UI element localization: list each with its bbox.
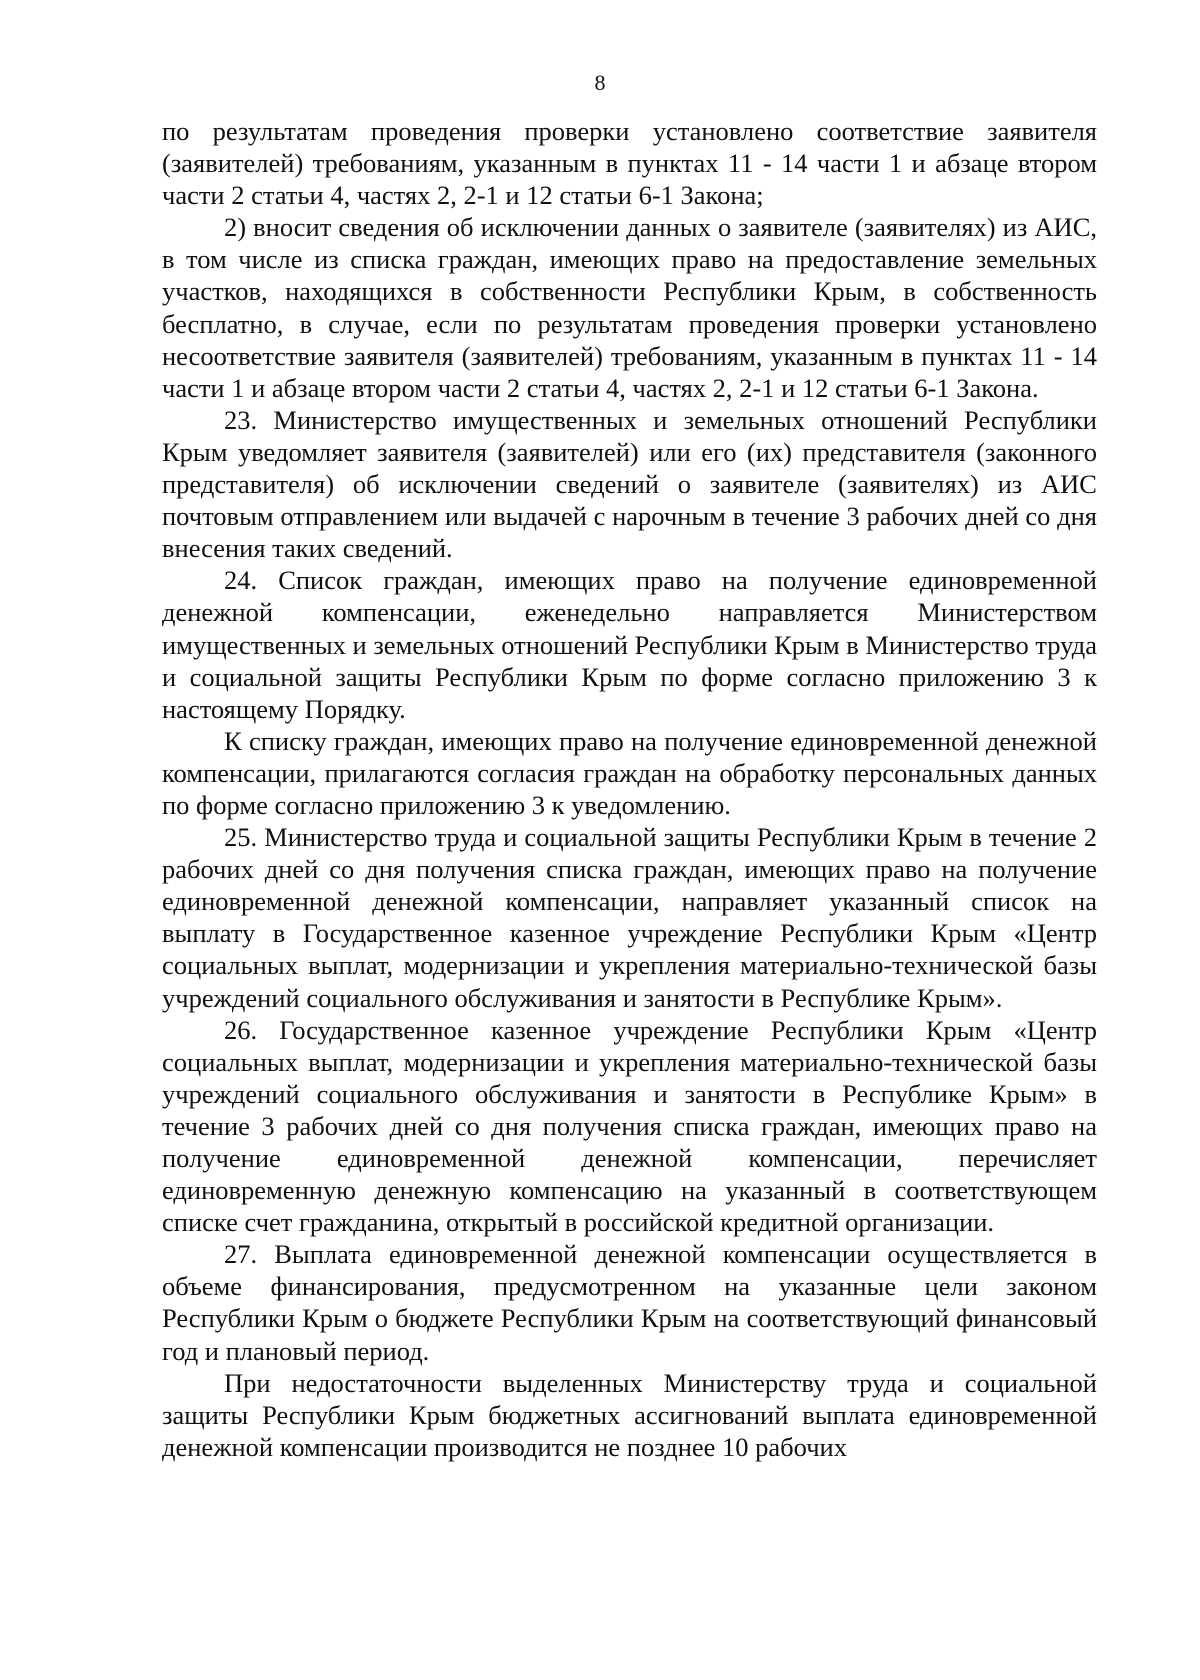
paragraph-item-2: 2) вносит сведения об исключении данных о заявителе (заявителях) из АИС, в том числе из списка граждан, имеющих право на предоставление земельных участков, находящихся в собственности Республики Крым, в собственность бесплатно, в случае, если по результатам проведения проверки установлено несоответствие заявителя (заявителей) требованиям, указанным в пунктах 11 - 14 части 1 и абзаце втором части 2 статьи 4, частях 2, 2-1 и 12 статьи 6-1 Закона. [162, 212, 1097, 403]
paragraph-25: 25. Министерство труда и социальной защиты Республики Крым в течение 2 рабочих дней со дня получения списка граждан, имеющих право на получение единовременной денежной компенсации, направляет указанный список на выплату в Государственное казенное учреждение Республики Крым «Центр социальных выплат, модернизации и укрепления материально-технической базы учреждений социального обслуживания и занятости в Республике Крым». [162, 822, 1097, 1013]
paragraph-27-insufficiency: При недостаточности выделенных Министерству труда и социальной защиты Республики Крым бюджетных ассигнований выплата единовременной денежной компенсации производится не позднее 10 рабочих [162, 1367, 1097, 1462]
paragraph-24: 24. Список граждан, имеющих право на получение единовременной денежной компенсации, еженедельно направляется Министерством имущественных и земельных отношений Республики Крым в Министерство труда и социальной защиты Республики Крым по форме согласно приложению 3 к настоящему Порядку. [162, 565, 1097, 724]
page-number: 8 [594, 70, 606, 95]
paragraph-24-attachment: К списку граждан, имеющих право на получение единовременной денежной компенсации, прилагаются согласия граждан на обработку персональных данных по форме согласно приложению 3 к уведомлению. [162, 725, 1097, 820]
document-body [162, 115, 1097, 1463]
paragraph-23: 23. Министерство имущественных и земельных отношений Республики Крым уведомляет заявителя (заявителей) или его (их) представителя (законного представителя) об исключении сведений о заявителе (заявителях) из АИС почтовым отправлением или выдачей с нарочным в течение 3 рабочих дней со дня внесения таких сведений. [162, 404, 1097, 564]
paragraph-27: 27. Выплата единовременной денежной компенсации осуществляется в объеме финансирования, предусмотренном на указанные цели законом Республики Крым о бюджете Республики Крым на соответствующий финансовый год и плановый период. [162, 1239, 1097, 1366]
paragraph-26: 26. Государственное казенное учреждение Республики Крым «Центр социальных выплат, модернизации и укрепления материально-технической базы учреждений социального обслуживания и занятости в Республике Крым» в течение 3 рабочих дней со дня получения списка граждан, имеющих право на получение единовременной денежной компенсации, перечисляет единовременную денежную компенсацию на указанный в соответствующем списке счет гражданина, открытый в российской кредитной организации. [162, 1014, 1097, 1238]
paragraph-continuation: по результатам проведения проверки установлено соответствие заявителя (заявителей) требованиям, указанным в пунктах 11 - 14 части 1 и абзаце втором части 2 статьи 4, частях 2, 2-1 и 12 статьи 6-1 Закона; [162, 116, 1097, 211]
